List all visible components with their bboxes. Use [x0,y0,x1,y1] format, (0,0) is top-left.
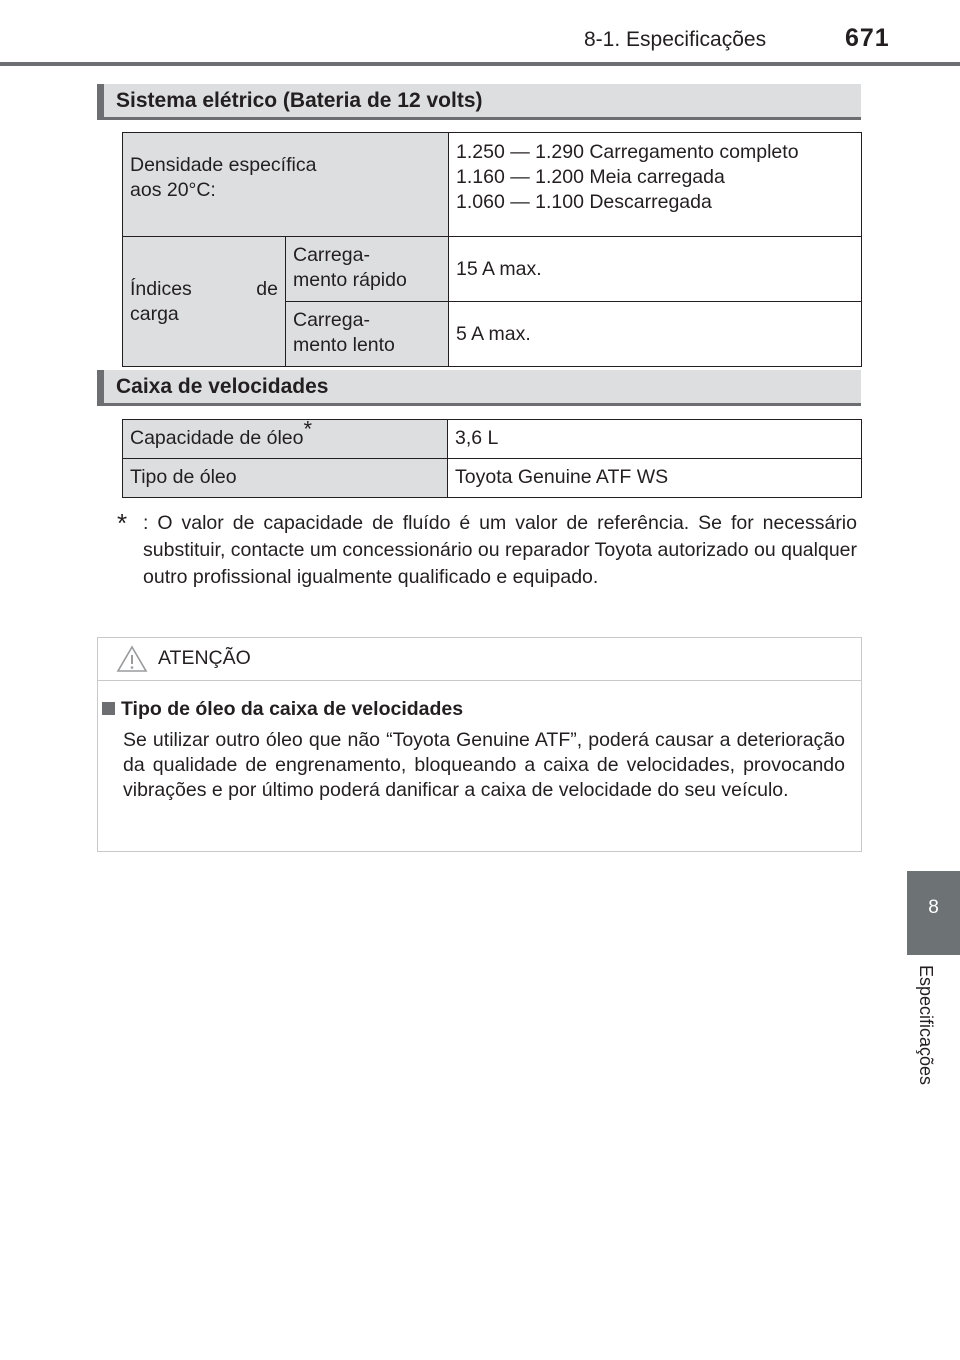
charge-rates-label-text-2: carga [130,302,179,325]
capacity-footnote [117,507,857,591]
density-value-half: 1.160 — 1.200 Meia carregada [456,166,725,188]
warning-box [97,637,862,852]
warning-subheading [102,698,463,721]
oil-capacity-footnote-mark: * [303,416,313,442]
density-label-line1: Densidade específica [130,154,317,176]
density-value-empty: 1.060 — 1.100 Descarregada [456,191,712,213]
footnote-mark: * [117,508,128,538]
warning-subheading-text: Tipo de óleo da caixa de velocidades [121,698,464,720]
table-row [123,459,862,498]
warning-header [98,638,861,681]
gearbox-section-heading: Caixa de velocidades [97,370,861,406]
gearbox-spec-table [122,416,862,498]
slow-charge-value: 5 A max. [449,302,862,367]
page-number: 671 [845,24,890,52]
section-title: 8-1. Especificações [584,28,767,51]
warning-title: ATENÇÃO [158,647,251,669]
density-value-full: 1.250 — 1.290 Carregamento completo [456,141,799,163]
electrical-spec-table [122,132,862,367]
density-label-line2: aos 20°C: [130,179,216,201]
chapter-tab [907,871,960,955]
table-row [123,420,862,459]
oil-type-value: Toyota Genuine ATF WS [448,459,862,498]
oil-type-label: Tipo de óleo [123,459,448,498]
table-row [123,133,862,237]
warning-body: Se utilizar outro óleo que não “Toyota Genuine ATF”, poderá causar a deterioração da qualidade de engrenamento, bloqueando a caixa de velocidades, provocando vibrações e por último poderá danificar a caixa de velocidade do seu veículo. [123,729,845,801]
chapter-number: 8 [928,897,939,918]
charge-rates-label [123,237,286,367]
oil-capacity-label [123,416,448,459]
table-row [123,237,862,302]
fast-charge-value: 15 A max. [449,237,862,302]
footnote-text: : O valor de capacidade de fluído é um valor de referência. Se for necessário substituir, contacte um concessionário ou reparador Toyota autorizado ou qualquer outro profissional igualmente qualificado e equipado. [143,512,857,588]
density-values [449,133,862,237]
oil-capacity-label-text: Capacidade de óleo [130,427,304,449]
oil-capacity-value: 3,6 L [448,420,862,459]
header-divider [0,62,960,66]
electrical-section-heading: Sistema elétrico (Bateria de 12 volts) [97,84,861,120]
square-bullet-icon [102,702,115,715]
fast-charge-label: Carrega- mento rápido [286,237,449,302]
charge-rates-label-text: Índices de [130,277,278,300]
slow-charge-label: Carrega- mento lento [286,302,449,367]
density-label [123,133,449,237]
warning-triangle-icon [116,645,148,678]
chapter-label: Especificações [916,965,936,1086]
